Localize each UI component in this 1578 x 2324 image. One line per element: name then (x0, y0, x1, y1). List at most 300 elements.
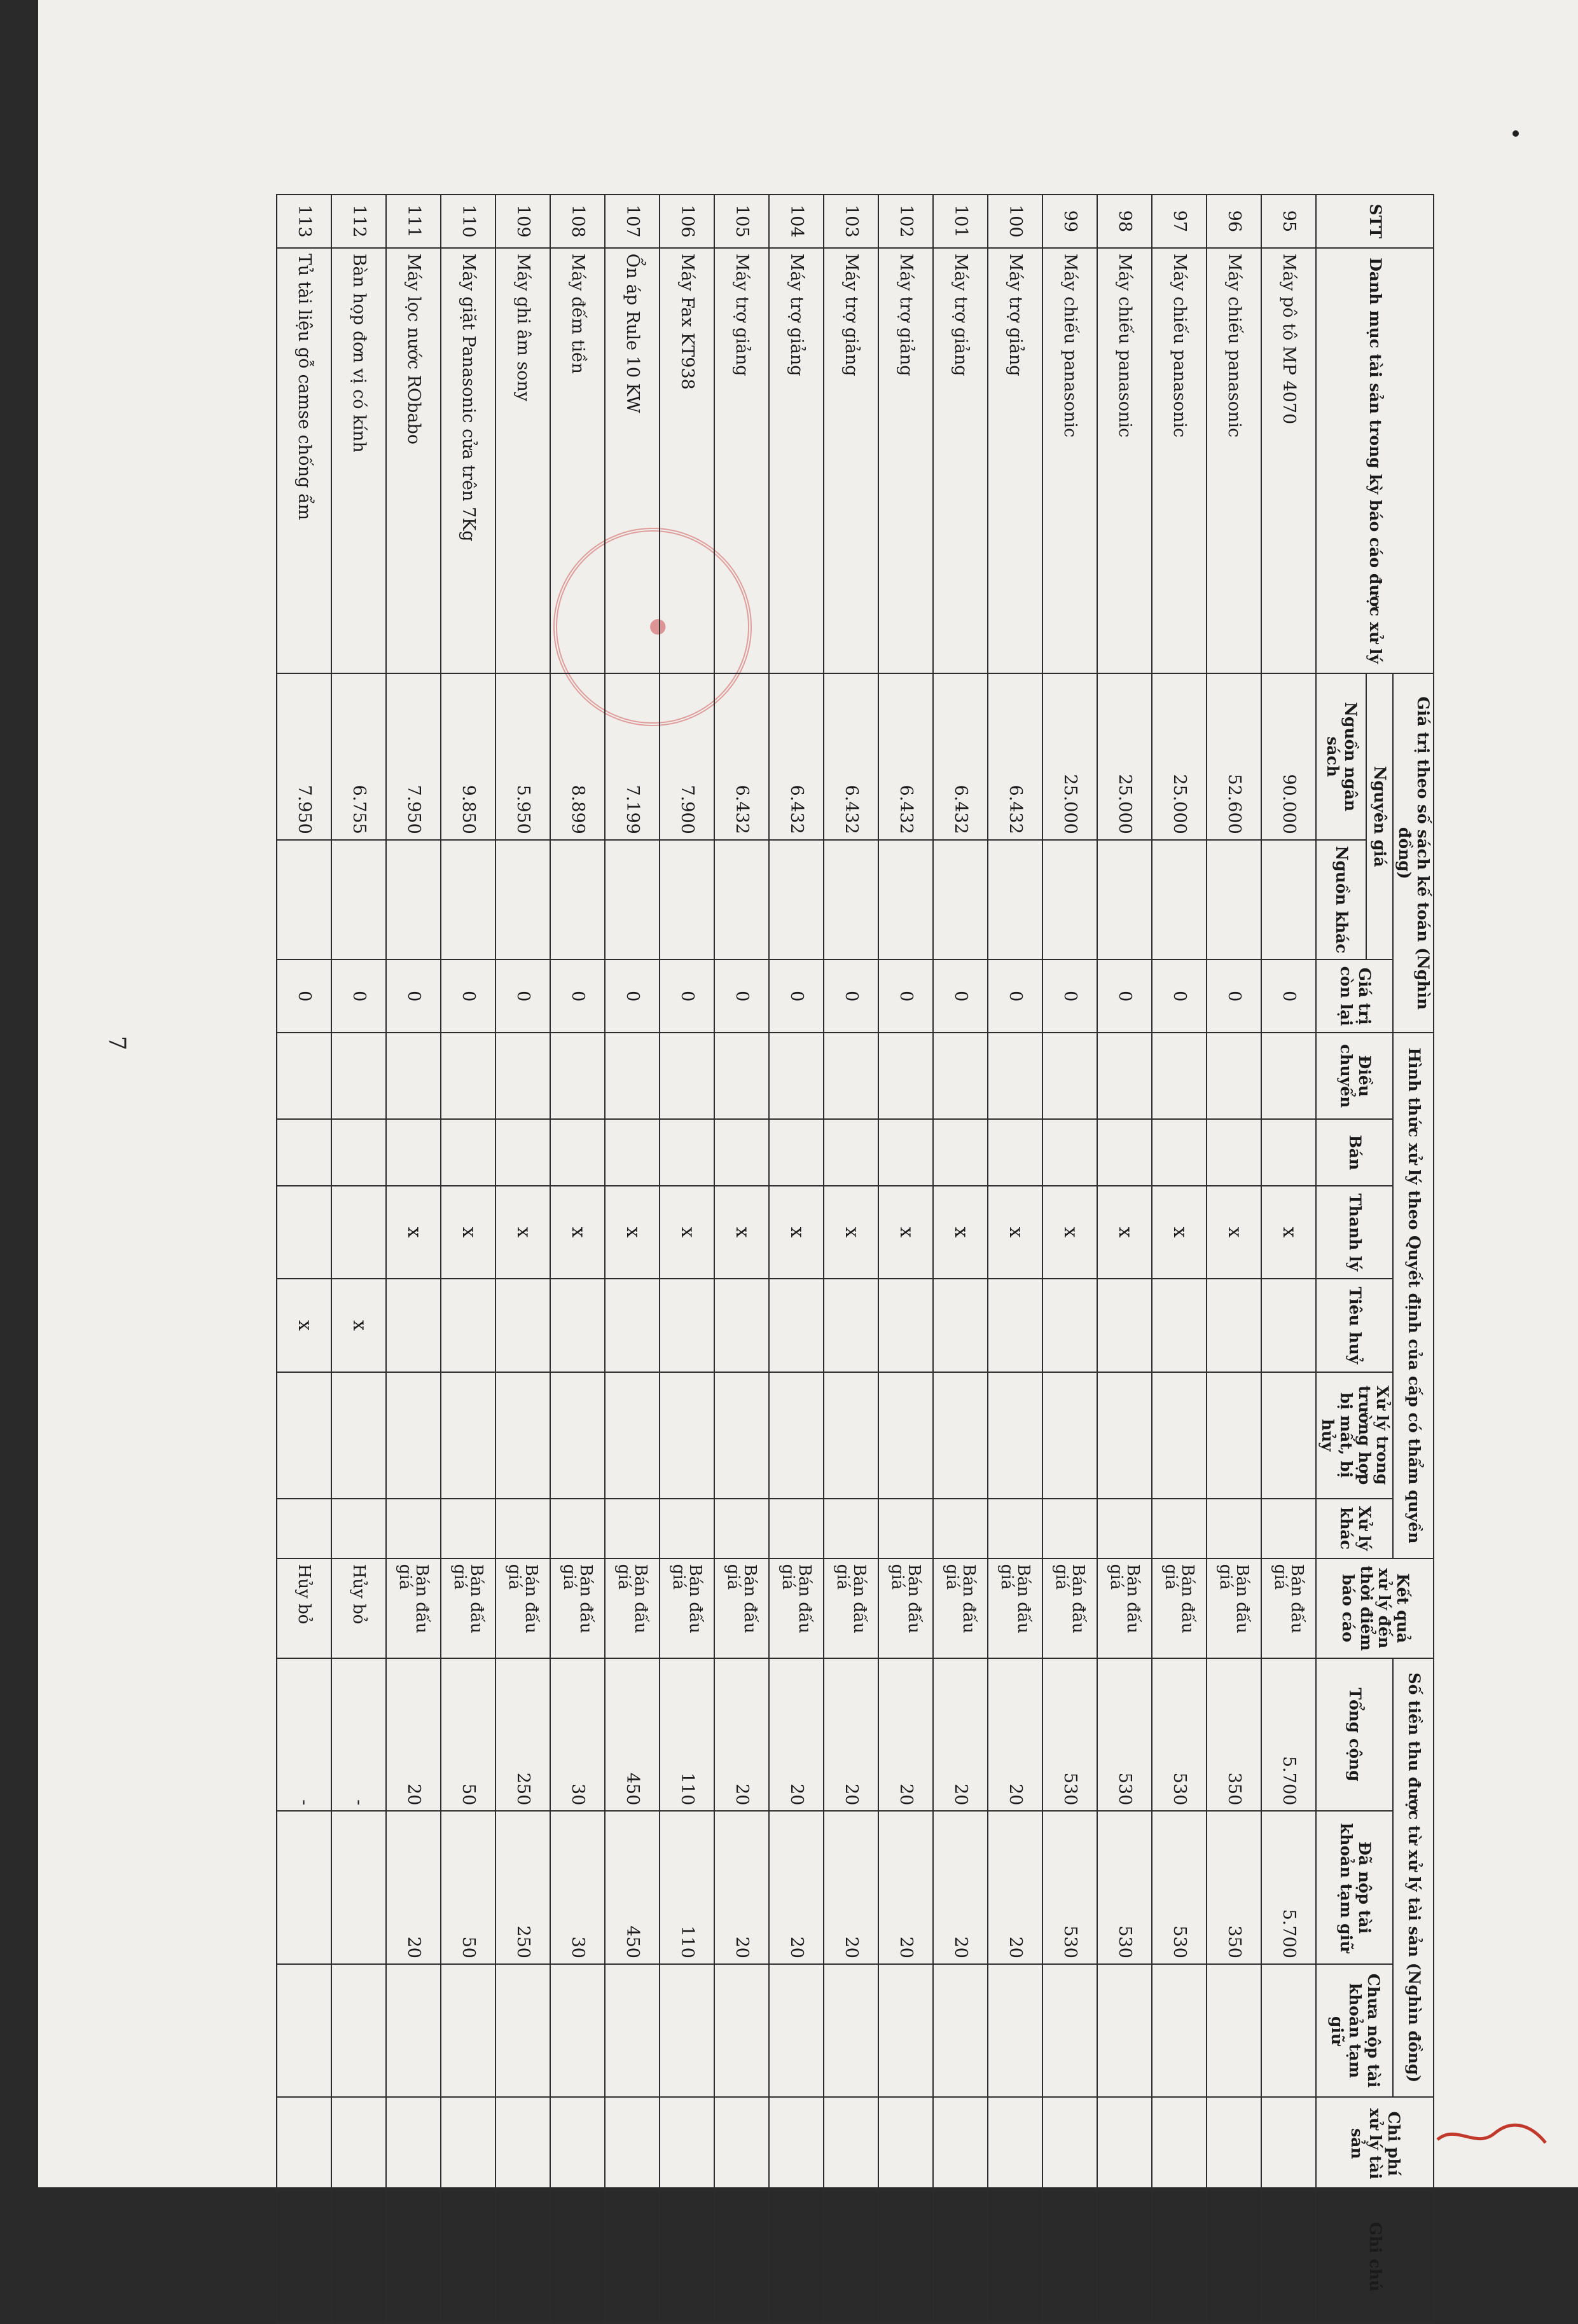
cell-other-handling (387, 1499, 441, 1558)
cell-liquidation: x (879, 1186, 934, 1279)
cell-total: 5.700 (1262, 1658, 1317, 1812)
cell-note (1207, 2190, 1262, 2323)
cell-note (879, 2190, 934, 2323)
cell-remaining-value: 0 (387, 959, 441, 1033)
cell-total: 110 (660, 1658, 715, 1812)
ink-dot (1512, 130, 1519, 137)
cell-state-budget: 6.432 (934, 673, 988, 840)
cell-other-handling (1098, 1499, 1152, 1558)
table-row (1043, 195, 1098, 2323)
cell-result: Bán đấu giá (1262, 1558, 1317, 1658)
cell-asset-name: Ổn áp Rule 10 KW (606, 248, 660, 674)
table-row (441, 195, 496, 2323)
cell-other-handling (879, 1499, 934, 1558)
col-other-handling: Xử lý khác (1317, 1499, 1394, 1558)
cell-other-source (770, 840, 824, 959)
cell-unpaid-deposit (1262, 1964, 1317, 2097)
cell-note (988, 2190, 1043, 2323)
cell-unpaid-deposit (551, 1964, 606, 2097)
cell-destruction (496, 1279, 551, 1372)
cell-other-source (606, 840, 660, 959)
cell-processing-cost (551, 2097, 606, 2190)
cell-sale (332, 1119, 387, 1186)
col-remaining-value: Giá trị còn lại (1317, 959, 1394, 1033)
cell-other-source (441, 840, 496, 959)
cell-transfer (1043, 1033, 1098, 1119)
col-original-price: Nguyên giá (1366, 673, 1394, 959)
cell-other-source (387, 840, 441, 959)
cell-other-handling (824, 1499, 879, 1558)
cell-paid-deposit: 20 (988, 1811, 1043, 1964)
cell-lost-damaged (715, 1372, 770, 1499)
cell-remaining-value: 0 (988, 959, 1043, 1033)
cell-stt: 95 (1262, 195, 1317, 248)
cell-result: Bán đấu giá (770, 1558, 824, 1658)
cell-asset-name: Máy pô tô MP 4070 (1262, 248, 1317, 674)
cell-asset-name: Máy trợ giảng (879, 248, 934, 674)
cell-paid-deposit: 350 (1207, 1811, 1262, 1964)
cell-processing-cost (660, 2097, 715, 2190)
col-book-value-group: Giá trị theo số sách kế toán (Nghìn đồng) (1394, 673, 1434, 1033)
cell-sale (1098, 1119, 1152, 1186)
col-state-budget: Nguồn ngân sách (1317, 673, 1366, 840)
col-sale: Bán (1317, 1119, 1394, 1186)
cell-lost-damaged (879, 1372, 934, 1499)
cell-processing-cost (1262, 2097, 1317, 2190)
cell-destruction (606, 1279, 660, 1372)
col-transfer: Điều chuyển (1317, 1033, 1394, 1119)
cell-sale (551, 1119, 606, 1186)
cell-result: Bán đấu giá (879, 1558, 934, 1658)
cell-liquidation: x (387, 1186, 441, 1279)
cell-remaining-value: 0 (770, 959, 824, 1033)
cell-remaining-value: 0 (1152, 959, 1207, 1033)
cell-note (1043, 2190, 1098, 2323)
cell-transfer (387, 1033, 441, 1119)
cell-liquidation (332, 1186, 387, 1279)
cell-remaining-value: 0 (879, 959, 934, 1033)
cell-paid-deposit: 5.700 (1262, 1811, 1317, 1964)
cell-result: Bán đấu giá (988, 1558, 1043, 1658)
cell-remaining-value: 0 (496, 959, 551, 1033)
table-row (934, 195, 988, 2323)
cell-result: Bán đấu giá (660, 1558, 715, 1658)
cell-note (551, 2190, 606, 2323)
cell-sale (660, 1119, 715, 1186)
table-row (387, 195, 441, 2323)
cell-lost-damaged (1152, 1372, 1207, 1499)
cell-unpaid-deposit (660, 1964, 715, 2097)
cell-asset-name: Máy chiếu panasonic (1207, 248, 1262, 674)
cell-result: Bán đấu giá (606, 1558, 660, 1658)
cell-sale (277, 1119, 332, 1186)
cell-asset-name: Máy chiếu panasonic (1152, 248, 1207, 674)
cell-processing-cost (770, 2097, 824, 2190)
cell-destruction (824, 1279, 879, 1372)
cell-total: 20 (879, 1658, 934, 1812)
table-row (824, 195, 879, 2323)
cell-stt: 108 (551, 195, 606, 248)
cell-remaining-value: 0 (1098, 959, 1152, 1033)
cell-paid-deposit: 30 (551, 1811, 606, 1964)
cell-stt: 103 (824, 195, 879, 248)
cell-asset-name: Máy lọc nước RObabo (387, 248, 441, 674)
cell-unpaid-deposit (1098, 1964, 1152, 2097)
cell-sale (1043, 1119, 1098, 1186)
cell-stt: 104 (770, 195, 824, 248)
cell-state-budget: 7.950 (277, 673, 332, 840)
cell-state-budget: 6.432 (879, 673, 934, 840)
cell-state-budget: 7.900 (660, 673, 715, 840)
cell-note (332, 2190, 387, 2323)
cell-total: 20 (824, 1658, 879, 1812)
cell-result: Bán đấu giá (824, 1558, 879, 1658)
cell-transfer (551, 1033, 606, 1119)
cell-stt: 105 (715, 195, 770, 248)
cell-total: 530 (1152, 1658, 1207, 1812)
col-total: Tổng cộng (1317, 1658, 1394, 1812)
cell-other-handling (770, 1499, 824, 1558)
cell-liquidation: x (1262, 1186, 1317, 1279)
asset-table-rotated (213, 194, 1434, 2324)
cell-sale (1207, 1119, 1262, 1186)
cell-paid-deposit: 50 (441, 1811, 496, 1964)
cell-lost-damaged (332, 1372, 387, 1499)
cell-transfer (660, 1033, 715, 1119)
cell-lost-damaged (1098, 1372, 1152, 1499)
cell-paid-deposit: 110 (660, 1811, 715, 1964)
cell-state-budget: 25.000 (1098, 673, 1152, 840)
cell-processing-cost (1152, 2097, 1207, 2190)
cell-stt: 107 (606, 195, 660, 248)
cell-destruction (879, 1279, 934, 1372)
cell-note (441, 2190, 496, 2323)
cell-asset-name: Tủ tài liệu gỗ camse chống ẩm (277, 248, 332, 674)
cell-paid-deposit: 20 (934, 1811, 988, 1964)
cell-unpaid-deposit (441, 1964, 496, 2097)
col-paid-deposit: Đã nộp tài khoản tạm giữ (1317, 1811, 1394, 1964)
table-row (1262, 195, 1317, 2323)
cell-lost-damaged (1043, 1372, 1098, 1499)
cell-lost-damaged (770, 1372, 824, 1499)
cell-lost-damaged (660, 1372, 715, 1499)
table-row (551, 195, 606, 2323)
table-row (606, 195, 660, 2323)
cell-remaining-value: 0 (277, 959, 332, 1033)
cell-sale (1262, 1119, 1317, 1186)
col-proceeds-group: Số tiền thu được từ xử lý tài sản (Nghìn đồng) (1394, 1658, 1434, 2097)
table-row (770, 195, 824, 2323)
cell-state-budget: 90.000 (1262, 673, 1317, 840)
red-seal-stamp: ● (553, 528, 752, 726)
cell-destruction (715, 1279, 770, 1372)
cell-sale (715, 1119, 770, 1186)
cell-state-budget: 6.432 (824, 673, 879, 840)
cell-total: 20 (934, 1658, 988, 1812)
table-row (332, 195, 387, 2323)
cell-processing-cost (824, 2097, 879, 2190)
cell-processing-cost (387, 2097, 441, 2190)
cell-liquidation (277, 1186, 332, 1279)
cell-other-handling (1152, 1499, 1207, 1558)
cell-lost-damaged (496, 1372, 551, 1499)
cell-sale (1152, 1119, 1207, 1186)
cell-sale (606, 1119, 660, 1186)
cell-liquidation: x (1043, 1186, 1098, 1279)
cell-state-budget: 6.755 (332, 673, 387, 840)
cell-processing-cost (879, 2097, 934, 2190)
cell-sale (879, 1119, 934, 1186)
cell-asset-name: Máy trợ giảng (770, 248, 824, 674)
cell-stt: 99 (1043, 195, 1098, 248)
cell-transfer (1207, 1033, 1262, 1119)
cell-sale (824, 1119, 879, 1186)
cell-paid-deposit (277, 1811, 332, 1964)
cell-paid-deposit: 530 (1152, 1811, 1207, 1964)
asset-disposal-table (277, 194, 1435, 2324)
cell-unpaid-deposit (824, 1964, 879, 2097)
cell-total: 20 (387, 1658, 441, 1812)
cell-asset-name: Máy đếm tiền (551, 248, 606, 674)
cell-total: 250 (496, 1658, 551, 1812)
cell-total: 350 (1207, 1658, 1262, 1812)
cell-other-source (934, 840, 988, 959)
cell-processing-cost (441, 2097, 496, 2190)
cell-paid-deposit: 530 (1043, 1811, 1098, 1964)
cell-result: Bán đấu giá (551, 1558, 606, 1658)
cell-other-handling (660, 1499, 715, 1558)
cell-destruction (934, 1279, 988, 1372)
table-row (879, 195, 934, 2323)
cell-transfer (770, 1033, 824, 1119)
cell-total: 20 (770, 1658, 824, 1812)
cell-stt: 109 (496, 195, 551, 248)
table-row (277, 195, 332, 2323)
cell-result: Bán đấu giá (496, 1558, 551, 1658)
cell-result: Hủy bỏ (277, 1558, 332, 1658)
cell-other-handling (988, 1499, 1043, 1558)
cell-other-source (660, 840, 715, 959)
cell-total: - (277, 1658, 332, 1812)
cell-other-handling (496, 1499, 551, 1558)
table-row (988, 195, 1043, 2323)
cell-unpaid-deposit (496, 1964, 551, 2097)
cell-stt: 112 (332, 195, 387, 248)
col-processing-cost: Chi phí xử lý tài sản (1317, 2097, 1434, 2190)
cell-transfer (934, 1033, 988, 1119)
table-body (277, 195, 1317, 2323)
cell-other-handling (1207, 1499, 1262, 1558)
cell-remaining-value: 0 (551, 959, 606, 1033)
cell-remaining-value: 0 (1043, 959, 1098, 1033)
cell-other-source (1043, 840, 1098, 959)
cell-total: 30 (551, 1658, 606, 1812)
cell-asset-name: Máy ghi âm sony (496, 248, 551, 674)
cell-result: Hủy bỏ (332, 1558, 387, 1658)
cell-processing-cost (332, 2097, 387, 2190)
cell-result: Bán đấu giá (387, 1558, 441, 1658)
cell-processing-cost (496, 2097, 551, 2190)
cell-destruction (387, 1279, 441, 1372)
cell-other-source (332, 840, 387, 959)
cell-lost-damaged (1207, 1372, 1262, 1499)
cell-destruction (660, 1279, 715, 1372)
cell-transfer (1262, 1033, 1317, 1119)
cell-paid-deposit: 20 (715, 1811, 770, 1964)
cell-destruction (551, 1279, 606, 1372)
cell-unpaid-deposit (387, 1964, 441, 2097)
col-unpaid-deposit: Chưa nộp tài khoản tạm giữ (1317, 1964, 1394, 2097)
cell-stt: 96 (1207, 195, 1262, 248)
cell-destruction (1207, 1279, 1262, 1372)
cell-sale (496, 1119, 551, 1186)
col-result: Kết quả xử lý đến thời điểm báo cáo (1317, 1558, 1434, 1658)
cell-total: 20 (715, 1658, 770, 1812)
cell-unpaid-deposit (934, 1964, 988, 2097)
cell-transfer (824, 1033, 879, 1119)
table-row (1098, 195, 1152, 2323)
cell-paid-deposit: 20 (387, 1811, 441, 1964)
cell-asset-name: Máy trợ giảng (824, 248, 879, 674)
cell-other-source (988, 840, 1043, 959)
cell-processing-cost (1098, 2097, 1152, 2190)
cell-unpaid-deposit (332, 1964, 387, 2097)
cell-transfer (277, 1033, 332, 1119)
cell-stt: 101 (934, 195, 988, 248)
cell-result: Bán đấu giá (934, 1558, 988, 1658)
cell-paid-deposit: 450 (606, 1811, 660, 1964)
cell-transfer (441, 1033, 496, 1119)
cell-destruction (770, 1279, 824, 1372)
cell-transfer (1098, 1033, 1152, 1119)
cell-stt: 100 (988, 195, 1043, 248)
cell-liquidation: x (551, 1186, 606, 1279)
col-other-source: Nguồn khác (1317, 840, 1366, 959)
cell-stt: 111 (387, 195, 441, 248)
table-row (1207, 195, 1262, 2323)
cell-other-source (715, 840, 770, 959)
cell-other-source (551, 840, 606, 959)
cell-state-budget: 6.432 (770, 673, 824, 840)
cell-sale (934, 1119, 988, 1186)
cell-state-budget: 6.432 (988, 673, 1043, 840)
cell-liquidation: x (660, 1186, 715, 1279)
cell-unpaid-deposit (1152, 1964, 1207, 2097)
cell-liquidation: x (715, 1186, 770, 1279)
cell-destruction (988, 1279, 1043, 1372)
cell-processing-cost (277, 2097, 332, 2190)
cell-destruction: x (332, 1279, 387, 1372)
cell-note (496, 2190, 551, 2323)
cell-state-budget: 5.950 (496, 673, 551, 840)
cell-unpaid-deposit (277, 1964, 332, 2097)
cell-liquidation: x (496, 1186, 551, 1279)
cell-destruction (1043, 1279, 1098, 1372)
cell-result: Bán đấu giá (1043, 1558, 1098, 1658)
cell-remaining-value: 0 (441, 959, 496, 1033)
cell-sale (441, 1119, 496, 1186)
cell-note (387, 2190, 441, 2323)
cell-note (1152, 2190, 1207, 2323)
cell-other-handling (606, 1499, 660, 1558)
cell-destruction: x (277, 1279, 332, 1372)
cell-other-handling (332, 1499, 387, 1558)
cell-processing-cost (606, 2097, 660, 2190)
col-liquidation: Thanh lý (1317, 1186, 1394, 1279)
cell-liquidation: x (770, 1186, 824, 1279)
page-number: 7 (103, 1036, 130, 1050)
cell-remaining-value: 0 (332, 959, 387, 1033)
col-note: Ghi chú (1317, 2190, 1434, 2323)
cell-result: Bán đấu giá (1098, 1558, 1152, 1658)
cell-other-handling (1262, 1499, 1317, 1558)
cell-asset-name: Máy giặt Panasonic cửa trên 7Kg (441, 248, 496, 674)
cell-unpaid-deposit (988, 1964, 1043, 2097)
cell-state-budget: 25.000 (1043, 673, 1098, 840)
cell-asset-name: Bàn họp đơn vị có kính (332, 248, 387, 674)
cell-paid-deposit (332, 1811, 387, 1964)
cell-other-source (496, 840, 551, 959)
cell-total: - (332, 1658, 387, 1812)
cell-liquidation: x (1152, 1186, 1207, 1279)
cell-note (606, 2190, 660, 2323)
cell-remaining-value: 0 (715, 959, 770, 1033)
cell-other-handling (441, 1499, 496, 1558)
cell-result: Bán đấu giá (715, 1558, 770, 1658)
cell-lost-damaged (441, 1372, 496, 1499)
cell-unpaid-deposit (879, 1964, 934, 2097)
table-row (715, 195, 770, 2323)
cell-transfer (715, 1033, 770, 1119)
cell-transfer (496, 1033, 551, 1119)
cell-stt: 98 (1098, 195, 1152, 248)
cell-asset-name: Máy chiếu panasonic (1043, 248, 1098, 674)
signature-mark (1431, 2117, 1552, 2156)
col-stt: STT (1317, 195, 1434, 248)
cell-lost-damaged (551, 1372, 606, 1499)
cell-state-budget: 6.432 (715, 673, 770, 840)
cell-transfer (988, 1033, 1043, 1119)
cell-destruction (1152, 1279, 1207, 1372)
cell-lost-damaged (1262, 1372, 1317, 1499)
cell-unpaid-deposit (1207, 1964, 1262, 2097)
cell-state-budget: 9.850 (441, 673, 496, 840)
cell-stt: 106 (660, 195, 715, 248)
cell-sale (387, 1119, 441, 1186)
cell-remaining-value: 0 (934, 959, 988, 1033)
cell-state-budget: 7.950 (387, 673, 441, 840)
cell-processing-cost (934, 2097, 988, 2190)
cell-stt: 97 (1152, 195, 1207, 248)
table-row (1152, 195, 1207, 2323)
cell-other-handling (551, 1499, 606, 1558)
cell-state-budget: 8.899 (551, 673, 606, 840)
cell-stt: 110 (441, 195, 496, 248)
cell-transfer (879, 1033, 934, 1119)
cell-liquidation: x (934, 1186, 988, 1279)
scanned-page (38, 0, 1578, 2292)
cell-asset-name: Máy trợ giảng (715, 248, 770, 674)
col-destruction: Tiêu huỷ (1317, 1279, 1394, 1372)
cell-state-budget: 7.199 (606, 673, 660, 840)
cell-sale (770, 1119, 824, 1186)
cell-note (824, 2190, 879, 2323)
cell-remaining-value: 0 (1207, 959, 1262, 1033)
cell-other-handling (1043, 1499, 1098, 1558)
cell-stt: 102 (879, 195, 934, 248)
cell-result: Bán đấu giá (1152, 1558, 1207, 1658)
cell-lost-damaged (988, 1372, 1043, 1499)
